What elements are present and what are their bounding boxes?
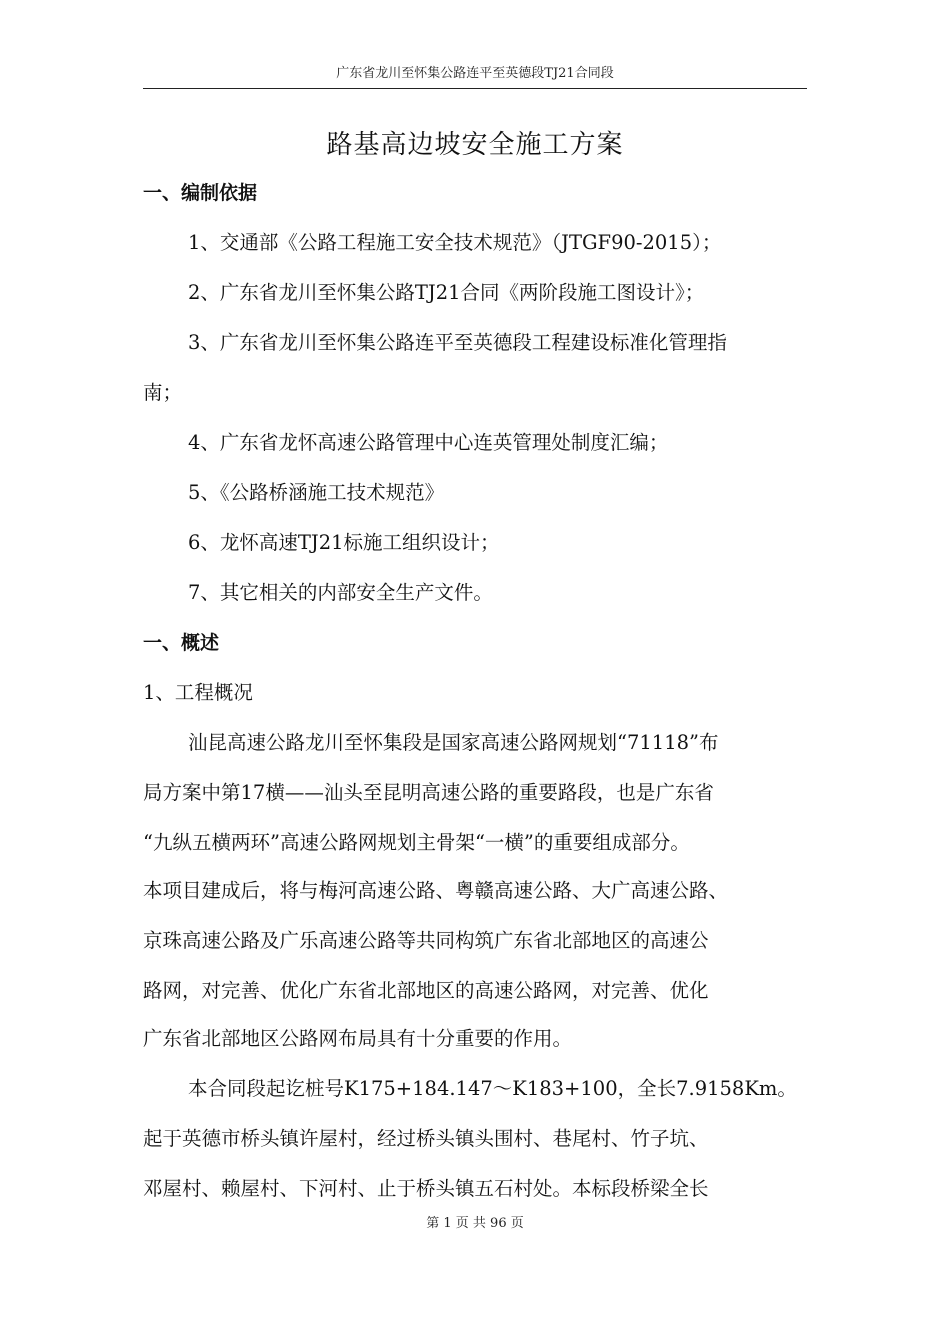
section-heading-basis: 一、编制依据 <box>143 182 258 204</box>
paragraph-line: 广东省北部地区公路网布局具有十分重要的作用。 <box>143 1027 573 1050</box>
paragraph-line: 局方案中第17横——汕头至昆明高速公路的重要路段，也是广东省 <box>143 781 714 804</box>
paragraph-line: 京珠高速公路及广乐高速公路等共同构筑广东省北部地区的高速公 <box>143 929 709 952</box>
paragraph-line: “九纵五横两环”高速公路网规划主骨架“一横”的重要组成部分。 <box>143 831 690 854</box>
list-item-continuation: 南； <box>143 381 183 404</box>
list-item: 4、广东省龙怀高速公路管理中心连英管理处制度汇编； <box>188 431 669 454</box>
paragraph-line: 本合同段起讫桩号K175+184.147～K183+100，全长7.9158Km。 <box>188 1077 797 1100</box>
list-item: 5、《公路桥涵施工技术规范》 <box>188 481 445 504</box>
paragraph-line: 邓屋村、赖屋村、下河村、止于桥头镇五石村处。本标段桥梁全长 <box>143 1177 709 1200</box>
page-footer: 第 1 页 共 96 页 <box>426 1216 524 1231</box>
page-header: 广东省龙川至怀集公路连平至英德段TJ21合同段 <box>143 64 807 89</box>
paragraph-line: 汕昆高速公路龙川至怀集段是国家高速公路网规划“71118”布 <box>188 731 719 754</box>
list-item: 3、广东省龙川至怀集公路连平至英德段工程建设标准化管理指 <box>188 331 727 354</box>
paragraph-line: 起于英德市桥头镇许屋村，经过桥头镇头围村、巷尾村、竹子坑、 <box>143 1127 709 1150</box>
paragraph-line: 路网，对完善、优化广东省北部地区的高速公路网，对完善、优化 <box>143 979 709 1002</box>
document-title: 路基高边坡安全施工方案 <box>326 130 624 160</box>
section-heading-overview: 一、概述 <box>143 632 220 654</box>
paragraph-line: 本项目建成后，将与梅河高速公路、粤赣高速公路、大广高速公路、 <box>143 879 729 902</box>
list-item: 1、交通部《公路工程施工安全技术规范》（JTGF90-2015）； <box>188 231 722 254</box>
list-item: 7、其它相关的内部安全生产文件。 <box>188 581 493 604</box>
list-item: 2、广东省龙川至怀集公路TJ21合同《两阶段施工图设计》； <box>188 281 705 304</box>
sub-heading-project-overview: 1、工程概况 <box>143 681 253 704</box>
list-item: 6、龙怀高速TJ21标施工组织设计； <box>188 531 500 554</box>
